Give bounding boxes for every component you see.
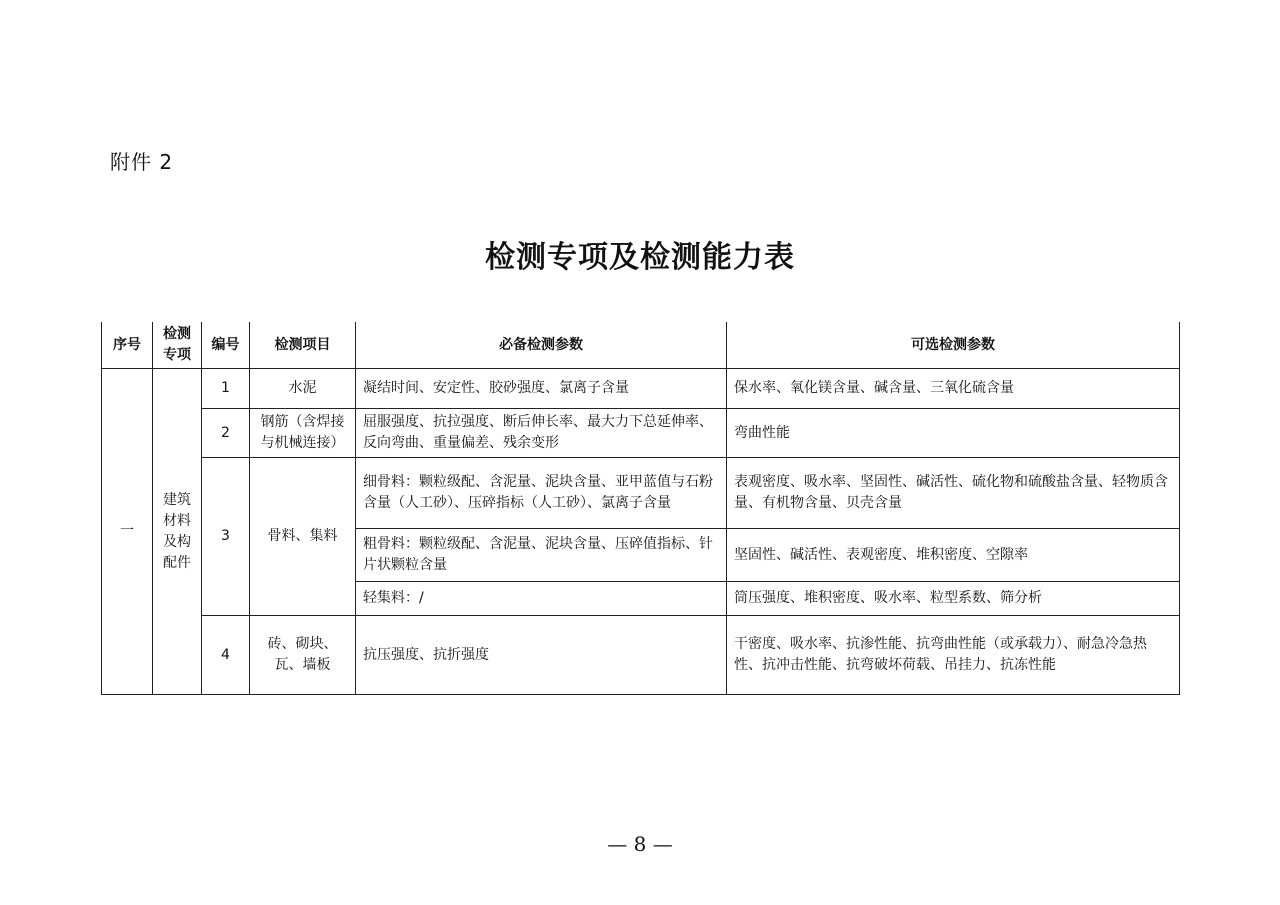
optional-cell: 筒压强度、堆积密度、吸水率、粒型系数、筛分析 (727, 582, 1180, 616)
item-cell: 砖、砌块、瓦、墙板 (250, 616, 356, 695)
number-cell: 1 (202, 369, 250, 409)
item-cell: 钢筋（含焊接与机械连接） (250, 409, 356, 458)
number-cell: 3 (202, 458, 250, 616)
table-row (102, 458, 1180, 529)
optional-cell: 保水率、氧化镁含量、碱含量、三氧化硫含量 (727, 369, 1180, 409)
required-cell: 粗骨料：颗粒级配、含泥量、泥块含量、压碎值指标、针片状颗粒含量 (356, 529, 727, 582)
optional-cell: 弯曲性能 (727, 409, 1180, 458)
required-cell: 屈服强度、抗拉强度、断后伸长率、最大力下总延伸率、反向弯曲、重量偏差、残余变形 (356, 409, 727, 458)
optional-cell: 表观密度、吸水率、坚固性、碱活性、硫化物和硫酸盐含量、轻物质含量、有机物含量、贝壳含量 (727, 458, 1180, 529)
item-cell: 骨料、集料 (250, 458, 356, 616)
seq-cell: 一 (102, 369, 153, 695)
table-row (102, 409, 1180, 458)
header-number: 编号 (202, 322, 250, 369)
optional-cell: 坚固性、碱活性、表观密度、堆积密度、空隙率 (727, 529, 1180, 582)
header-optional: 可选检测参数 (727, 322, 1180, 369)
required-cell: 抗压强度、抗折强度 (356, 616, 727, 695)
required-cell: 细骨料：颗粒级配、含泥量、泥块含量、亚甲蓝值与石粉含量（人工砂）、压碎指标（人工砂）、氯离子含量 (356, 458, 727, 529)
capability-table (101, 322, 1180, 695)
optional-cell: 干密度、吸水率、抗渗性能、抗弯曲性能（或承载力）、耐急冷急热性、抗冲击性能、抗弯破坏荷载、吊挂力、抗冻性能 (727, 616, 1180, 695)
required-cell: 凝结时间、安定性、胶砂强度、氯离子含量 (356, 369, 727, 409)
table-row (102, 369, 1180, 409)
number-cell: 2 (202, 409, 250, 458)
special-text: 建筑材料及构配件 (162, 491, 191, 571)
attachment-label: 附件 2 (110, 150, 174, 174)
table-row (102, 616, 1180, 695)
header-special (153, 322, 202, 369)
header-required: 必备检测参数 (356, 322, 727, 369)
special-cell (153, 369, 202, 695)
number-cell: 4 (202, 616, 250, 695)
header-seq: 序号 (102, 322, 153, 369)
page-number: — 8 — (607, 832, 673, 856)
header-special-line2: 专项 (163, 347, 191, 363)
header-special-line1: 检测 (163, 326, 191, 342)
table-header-row (102, 322, 1180, 369)
document-title: 检测专项及检测能力表 (485, 240, 795, 275)
item-cell: 水泥 (250, 369, 356, 409)
required-cell: 轻集料：/ (356, 582, 727, 616)
header-item: 检测项目 (250, 322, 356, 369)
